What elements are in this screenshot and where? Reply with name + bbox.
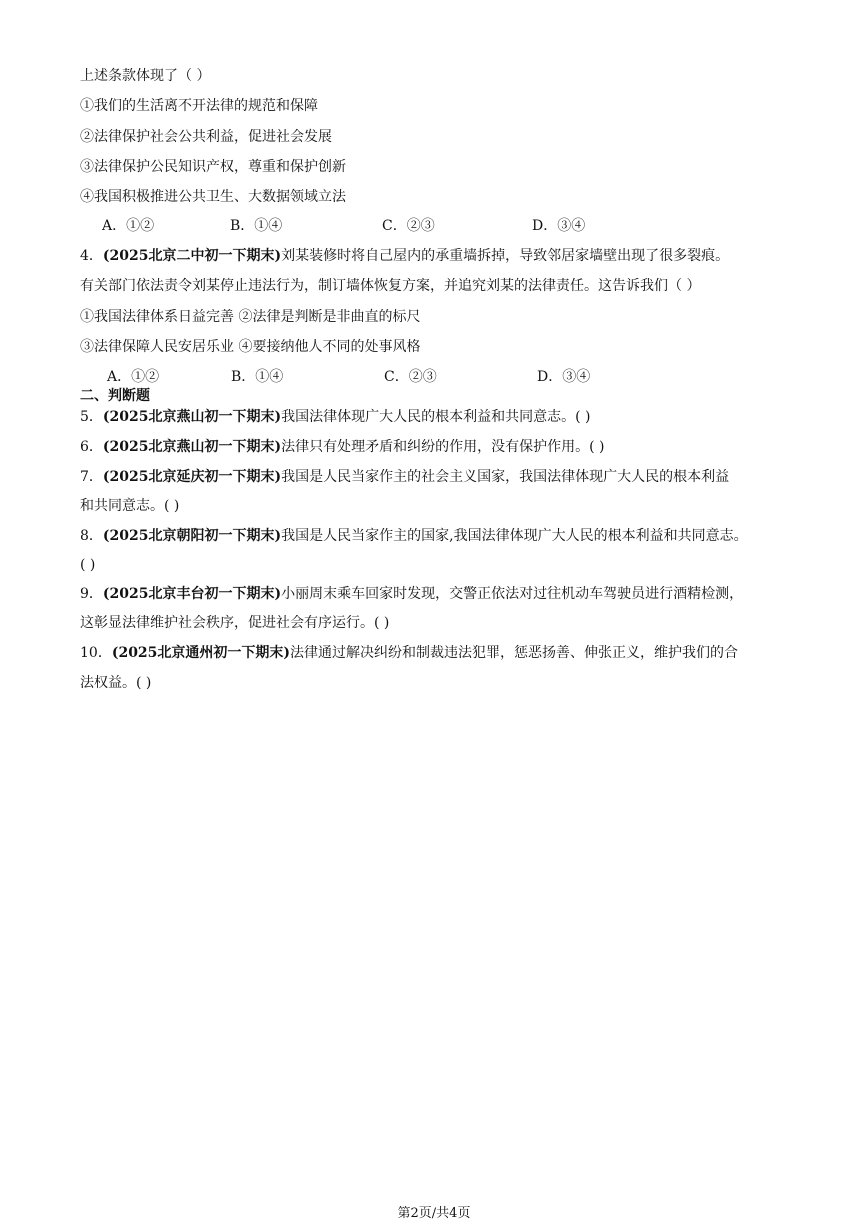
question-source: (2025北京朝阳初一下期末) [102, 528, 282, 544]
q3-item-2: ②法律保护社会公共利益，促进社会发展 [80, 129, 332, 145]
judgment-7-continued: 和共同意志。( ) [80, 498, 180, 514]
section-heading: 二、判断题 [80, 388, 150, 404]
judgment-10-continued: 法权益。( ) [80, 675, 152, 691]
question-text: 小丽周末乘车回家时发现，交警正依法对过往机动车驾驶员进行酒精检测， [281, 586, 744, 602]
question-source: (2025北京延庆初一下期末) [102, 469, 282, 485]
judgment-10 [80, 643, 738, 663]
question-text: 我国法律体现广大人民的根本利益和共同意志。( ) [281, 409, 591, 425]
judgment-9-continued: 这彰显法律维护社会秩序，促进社会有序运行。( ) [80, 615, 390, 631]
q3-stem: 上述条款体现了（ ） [80, 68, 211, 84]
q4-option-a: A．①② [107, 369, 160, 385]
q4-items-line-2: ③法律保障人民安居乐业 ④要接纳他人不同的处事风格 [80, 339, 421, 355]
q4-stem-line-1 [80, 246, 729, 266]
q4-number: 4． [80, 248, 103, 264]
q4-source: (2025北京二中初一下期末) [102, 248, 282, 264]
question-number: 10． [80, 645, 112, 661]
q4-stem-text: 刘某装修时将自己屋内的承重墙拆掉，导致邻居家墙壁出现了很多裂痕。 [281, 248, 730, 264]
judgment-8-continued: ( ) [80, 557, 96, 573]
judgment-5 [80, 407, 591, 427]
q4-option-b: B．①④ [231, 369, 284, 385]
judgment-6 [80, 437, 605, 457]
q3-item-3: ③法律保护公民知识产权，尊重和保护创新 [80, 159, 346, 175]
judgment-7 [80, 467, 729, 487]
question-source: (2025北京燕山初一下期末) [102, 439, 282, 455]
q3-item-1: ①我们的生活离不开法律的规范和保障 [80, 98, 318, 114]
question-source: (2025北京燕山初一下期末) [102, 409, 282, 425]
question-text: 我国是人民当家作主的国家,我国法律体现广大人民的根本利益和共同意志。 [281, 528, 748, 544]
q3-option-c: C．②③ [382, 218, 435, 234]
question-text: 法律只有处理矛盾和纠纷的作用，没有保护作用。( ) [281, 439, 605, 455]
question-source: (2025北京通州初一下期末) [111, 645, 291, 661]
q3-option-b: B．①④ [230, 218, 283, 234]
q3-options [102, 216, 622, 236]
q4-option-c: C．②③ [384, 369, 437, 385]
question-source: (2025北京丰台初一下期末) [102, 586, 282, 602]
question-number: 8． [80, 528, 103, 544]
q4-options [107, 367, 627, 387]
question-number: 7． [80, 469, 103, 485]
question-text: 我国是人民当家作主的社会主义国家，我国法律体现广大人民的根本利益 [281, 469, 730, 485]
question-number: 6． [80, 439, 103, 455]
page-number-footer: 第2页/共4页 [397, 1206, 471, 1221]
judgment-9 [80, 584, 743, 604]
judgment-8 [80, 526, 748, 546]
q4-items-line-1: ①我国法律体系日益完善 ②法律是判断是非曲直的标尺 [80, 309, 421, 325]
q4-stem-line-2: 有关部门依法责令刘某停止违法行为，制订墙体恢复方案，并追究刘某的法律责任。这告诉我们（ ） [80, 278, 701, 294]
q3-item-4: ④我国积极推进公共卫生、大数据领域立法 [80, 189, 346, 205]
q3-option-d: D．③④ [532, 218, 586, 234]
q3-option-a: A．①② [102, 218, 155, 234]
question-text: 法律通过解决纠纷和制裁违法犯罪，惩恶扬善、伸张正义，维护我们的合 [290, 645, 739, 661]
question-number: 9． [80, 586, 103, 602]
q4-option-d: D．③④ [537, 369, 591, 385]
question-number: 5． [80, 409, 103, 425]
